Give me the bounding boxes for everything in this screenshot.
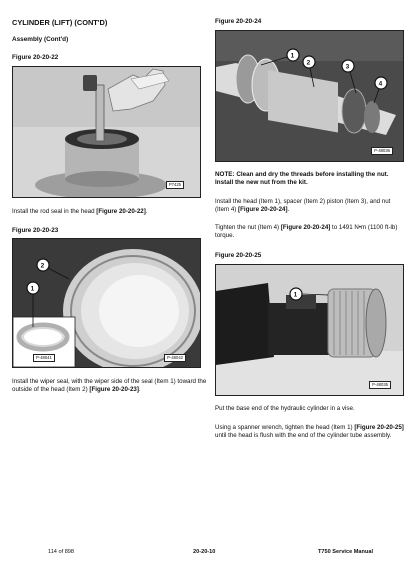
instruction-rod-seal: Install the rod seal in the head [Figure 20-20-22]. — [12, 208, 148, 215]
note-clean-threads: NOTE: Clean and dry the threads before installing the nut. Install the new nut from the kit. — [215, 171, 389, 187]
instruction-wiper-seal: Install the wiper seal, with the wiper side of the seal (Item 1) toward the outside of the head (Item 2) [Figure 20-20-23]. — [12, 378, 207, 394]
manual-title: T750 Service Manual — [318, 549, 374, 555]
figure-reference[interactable]: [Figure 20-20-23] — [89, 386, 139, 394]
callout-1: 1 — [290, 52, 295, 60]
figure-20-20-23-photo — [12, 238, 201, 368]
callout-4: 4 — [378, 80, 383, 88]
figure-20-20-24-photo — [215, 30, 404, 162]
instruction-spanner-wrench: Using a spanner wrench, tighten the head (Item 1) [Figure 20-20-25] until the head is flush with the end of the cylinder tube assembly. — [215, 424, 404, 440]
figure-reference[interactable]: [Figure 20-20-25] — [354, 424, 404, 431]
callout-1: 1 — [293, 291, 298, 299]
callout-2: 2 — [40, 262, 45, 270]
figure-reference[interactable]: [Figure 20-20-24] — [280, 224, 331, 231]
figure-caption-22: Figure 20-20-22 — [12, 54, 59, 61]
figure-caption-23: Figure 20-20-23 — [12, 227, 59, 234]
figure-caption-25: Figure 20-20-25 — [215, 252, 262, 259]
callout-1: 1 — [30, 285, 35, 293]
instruction-tighten-nut: Tighten the nut (Item 4) [Figure 20-20-24] to 1491 N•m (1100 ft-lb) torque. — [215, 224, 398, 240]
callout-2: 2 — [306, 59, 311, 67]
figure-tag-p48041: P-48041 — [33, 354, 55, 362]
figure-20-20-25-photo — [215, 264, 404, 396]
figure-20-20-22-photo — [12, 66, 201, 198]
subsection-title: Assembly (Cont'd) — [12, 36, 69, 43]
instruction-install-head: Install the head (Item 1), spacer (Item 2) piston (Item 3), and nut (Item 4) [Figure 20-20-24]. — [215, 198, 391, 214]
figure-caption-24: Figure 20-20-24 — [215, 18, 262, 25]
figure-tag-p48036: P-48036 — [371, 147, 393, 155]
page-number: 114 of 898 — [48, 549, 75, 555]
figure-tag-p7425: P7425 — [166, 181, 184, 189]
callout-3: 3 — [345, 63, 350, 71]
section-title: CYLINDER (LIFT) (CONT'D) — [12, 18, 108, 27]
figure-reference[interactable]: [Figure 20-20-24] — [238, 206, 288, 214]
figure-reference[interactable]: [Figure 20-20-22] — [96, 208, 146, 215]
instruction-vise: Put the base end of the hydraulic cylinder in a vise. — [215, 405, 355, 412]
section-number: 20-20-10 — [193, 549, 216, 555]
figure-tag-p48042: P-48042 — [164, 354, 186, 362]
figure-tag-p48035: P-48035 — [369, 381, 391, 389]
